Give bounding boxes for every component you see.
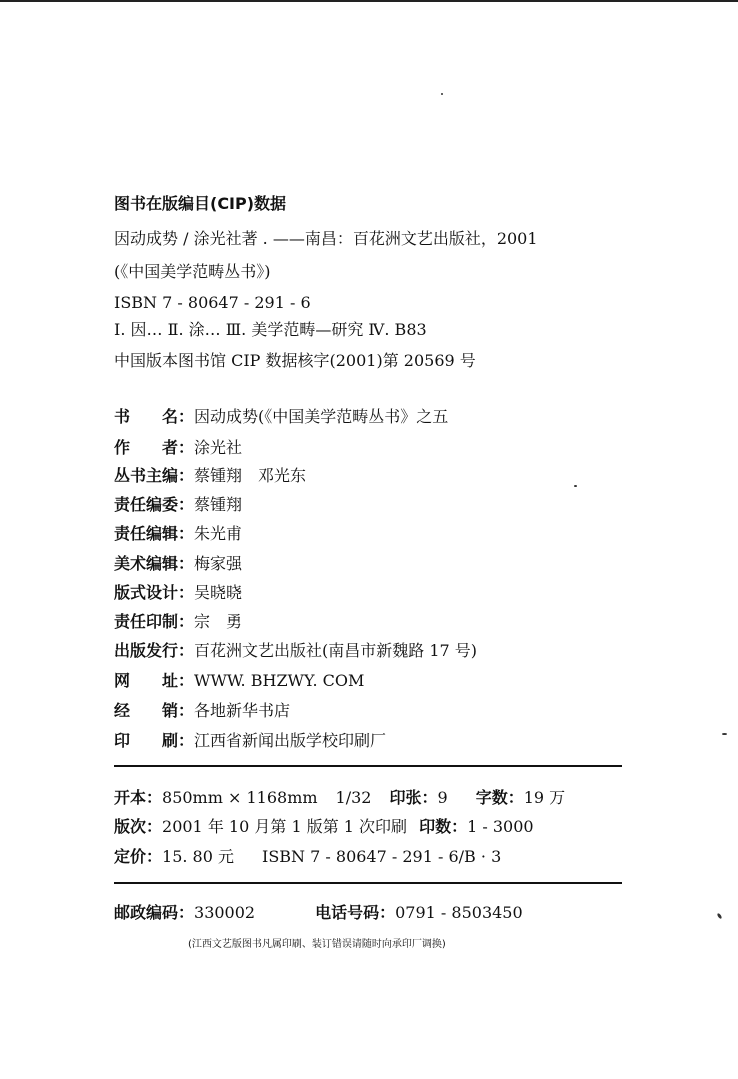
price-value: 15. 80 元 <box>162 847 234 866</box>
credit-row-printing-supervisor <box>114 612 242 632</box>
credit-label: 责任编委： <box>114 495 195 514</box>
credit-value: 吴晓晓 <box>194 583 243 602</box>
credit-label: 出版发行： <box>114 641 195 660</box>
cip-series-line: (《中国美学范畴丛书》) <box>114 262 271 281</box>
credit-row-website <box>114 671 364 691</box>
credit-label: 作 者： <box>114 438 195 457</box>
cip-heading: 图书在版编目(CIP)数据 <box>114 194 287 213</box>
cip-verify-number: 中国版本图书馆 CIP 数据核字(2001)第 20569 号 <box>114 351 476 370</box>
credit-label: 版式设计： <box>114 583 195 602</box>
scan-speck <box>441 93 443 95</box>
credit-value: 宗 勇 <box>194 612 243 631</box>
phone-label: 电话号码： <box>315 903 396 922</box>
credit-label: 经 销： <box>114 701 195 720</box>
cip-classification: Ⅰ. 因… Ⅱ. 涂… Ⅲ. 美学范畴—研究 Ⅳ. B83 <box>114 320 427 339</box>
edition-value: 2001 年 10 月第 1 版第 1 次印刷 <box>162 817 408 836</box>
print-run-value: 1 - 3000 <box>467 817 534 836</box>
divider-rule <box>114 765 622 767</box>
contact-row <box>114 903 523 923</box>
words-value: 19 万 <box>523 788 566 807</box>
credit-value: 涂光社 <box>194 438 243 457</box>
sheets-label: 印张： <box>389 788 438 807</box>
format-value: 850mm × 1168mm <box>162 788 318 807</box>
edition-label: 版次： <box>114 817 163 836</box>
spec-row-price <box>114 847 501 867</box>
credit-row-art-editor <box>114 554 242 574</box>
cip-title-line: 因动成势 / 涂光社著 . ——南昌：百花洲文艺出版社，2001 <box>114 229 538 248</box>
credit-value: 朱光甫 <box>194 524 243 543</box>
credit-row-publisher <box>114 641 477 661</box>
credit-value: 蔡锺翔 <box>194 495 243 514</box>
words-label: 字数： <box>475 788 524 807</box>
credit-value: 因动成势(《中国美学范畴丛书》之五 <box>194 407 449 426</box>
divider-rule <box>114 882 622 884</box>
credit-row-committee <box>114 495 242 515</box>
scan-speck <box>722 733 727 735</box>
credit-label: 责任编辑： <box>114 524 195 543</box>
credit-value: 梅家强 <box>194 554 243 573</box>
credit-value: 百花洲文艺出版社(南昌市新魏路 17 号) <box>194 641 478 660</box>
format-label: 开本： <box>114 788 163 807</box>
credit-label: 丛书主编： <box>114 466 195 485</box>
postcode-value: 330002 <box>194 903 256 922</box>
phone-value: 0791 - 8503450 <box>395 903 523 922</box>
credit-row-editor <box>114 524 242 544</box>
credit-row-distribution <box>114 701 290 721</box>
isbn-full: ISBN 7 - 80647 - 291 - 6/B · 3 <box>262 847 502 866</box>
spec-row-edition <box>114 817 534 837</box>
credit-row-series-editor <box>114 466 306 486</box>
postcode-label: 邮政编码： <box>114 903 195 922</box>
credit-row-layout <box>114 583 242 603</box>
fraction-value: 1/32 <box>335 788 372 807</box>
credit-row-printer <box>114 731 386 751</box>
print-run-label: 印数： <box>419 817 468 836</box>
credit-label: 美术编辑： <box>114 554 195 573</box>
cip-isbn: ISBN 7 - 80647 - 291 - 6 <box>114 293 311 312</box>
spec-row-format <box>114 788 565 808</box>
credit-label: 责任印制： <box>114 612 195 631</box>
price-label: 定价： <box>114 847 163 866</box>
scan-speck <box>717 913 723 920</box>
top-border-line <box>0 0 738 2</box>
credit-value: 各地新华书店 <box>194 701 291 720</box>
credit-label: 网 址： <box>114 671 195 690</box>
credit-value: WWW. BHZWY. COM <box>194 671 365 690</box>
replacement-note: (江西文艺版图书凡属印刷、装订错误请随时向承印厂调换) <box>188 939 446 950</box>
credit-value: 江西省新闻出版学校印刷厂 <box>194 731 387 750</box>
credit-label: 印 刷： <box>114 731 195 750</box>
sheets-value: 9 <box>437 788 448 807</box>
credit-row-title <box>114 407 448 427</box>
credit-value: 蔡锺翔 邓光东 <box>194 466 307 485</box>
scan-speck <box>574 485 577 487</box>
credit-row-author <box>114 438 242 458</box>
credit-label: 书 名： <box>114 407 195 426</box>
